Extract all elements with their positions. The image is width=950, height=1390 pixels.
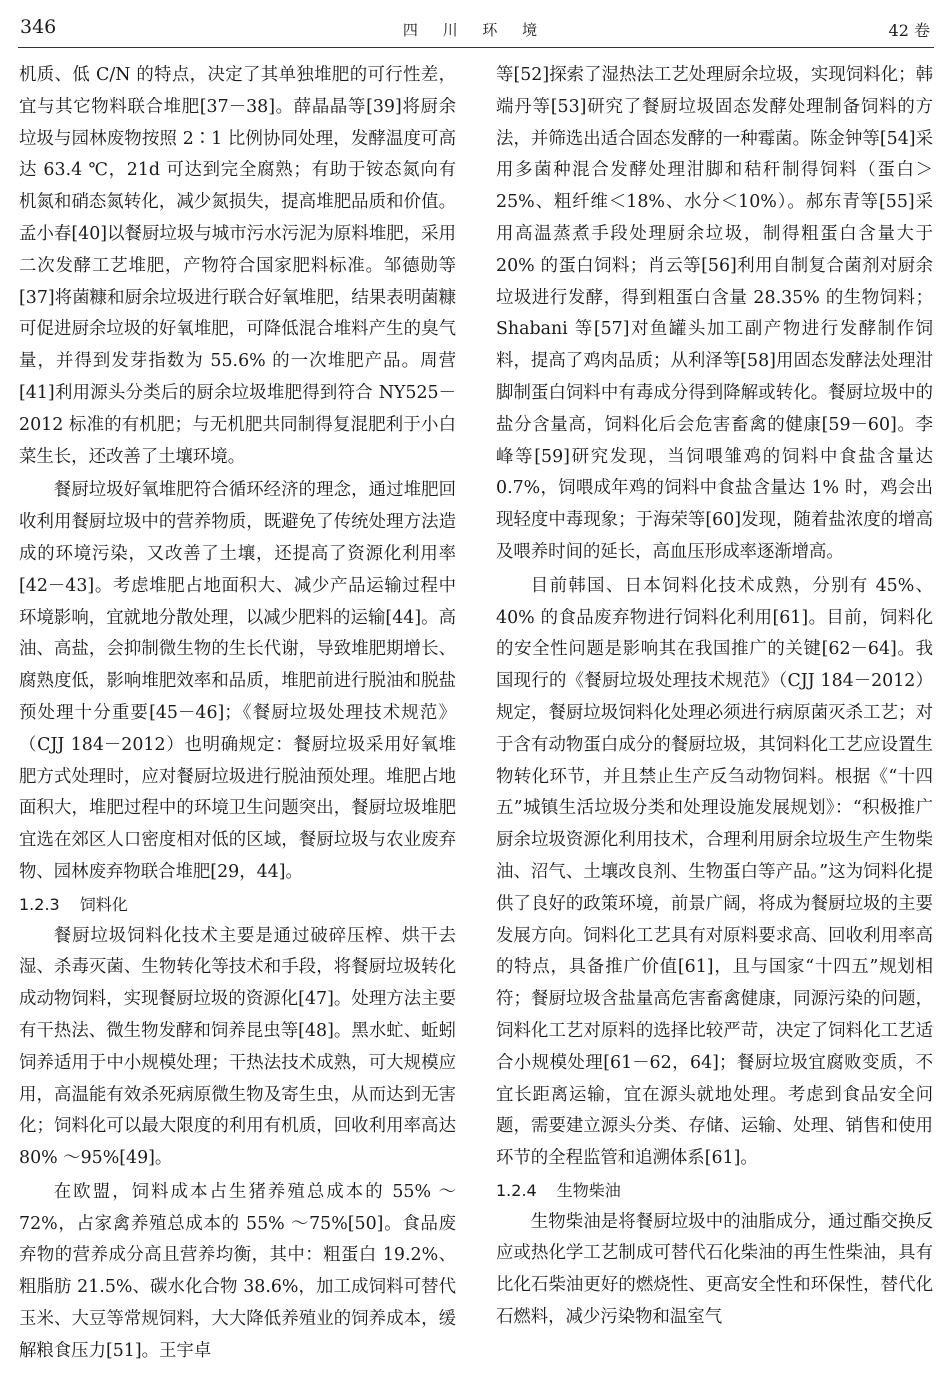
section-number: 1.2.3 <box>19 894 60 914</box>
journal-title: 四 川 环 境 <box>402 21 548 39</box>
section-title: 饲料化 <box>79 894 128 914</box>
section-heading-feed <box>19 889 456 921</box>
right-column <box>496 60 933 1385</box>
paragraph-composting-summary: 餐厨垃圾好氧堆肥符合循环经济的理念，通过堆肥回收利用餐厨垃圾中的营养物质，既避免了传统处理方法造成的环境污染，又改善了土壤，还提高了资源化利用率[42－43]。考虑堆肥占地面积大、减少产品运输过程中环境影响，宜就地分散处理，以减少肥料的运输[44]。高油、高盐，会抑制微生物的生长代谢，导致堆肥期增长、腐熟度低，影响堆肥效率和品质，堆肥前进行脱油和脱盐预处理十分重要[45－46]；《餐厨垃圾处理技术规范》（CJJ 184－2012）也明确规定：餐厨垃圾采用好氧堆肥方式处理时，应对餐厨垃圾进行脱油预处理。堆肥占地面积大，堆肥过程中的环境卫生问题突出，餐厨垃圾堆肥宜选在郊区人口密度相对低的区域，餐厨垃圾与农业废弃物、园林废弃物联合堆肥[29，44]。 <box>19 480 456 882</box>
paragraph-feed-policy: 目前韩国、日本饲料化技术成熟，分别有 45%、40% 的食品废弃物进行饲料化利用[61]。目前，饲料化的安全性问题是影响其在我国推广的关键[62－64]。我国现行的《餐厨垃圾处理技术规范》（CJJ 184－2012）规定，餐厨垃圾饲料化处理必须进行病原菌灭杀工艺；对于含有动物蛋白成分的餐厨垃圾，其饲料化工艺应设置生物转化环节，并且禁止生产反刍动物饲料。根据《“十四五”城镇生活垃圾分类和处理设施发展规划》：“积极推广厨余垃圾资源化利用技术，合理利用厨余垃圾生产生物柴油、沼气、土壤改良剂、生物蛋白等产品。”这为饲料化提供了良好的政策环境，前景广阔，将成为餐厨垃圾的主要发展方向。饲料化工艺具有对原料要求高、回收利用率高的特点，具备推广价值[61]，且与国家“十四五”规划相符；餐厨垃圾含盐量高危害畜禽健康，同源污染的问题，饲料化工艺对原料的选择比较严苛，决定了饲料化工艺适合小规模处理[61－62，64]；餐厨垃圾宜腐败变质，不宜长距离运输，宜在源头就地处理。考虑到食品安全问题，需要建立源头分类、存储、运输、处理、销售和使用环节的全程监管和追溯体系[61]。 <box>496 575 933 1169</box>
left-column <box>19 60 456 1385</box>
paragraph-composting-cases: 机质、低 C/N 的特点，决定了其单独堆肥的可行性差，宜与其它物料联合堆肥[37－38]。薛晶晶等[39]将厨余垃圾与园林废物按照 2∶1 比例协同处理，发酵温度可高达 63.4 ℃，21d 可达到完全腐熟；有助于铵态氮向有机氮和硝态氮转化，减少氮损失，提高堆肥品质和价值。孟小春[40]以餐厨垃圾与城市污水污泥为原料堆肥，采用二次发酵工艺堆肥，产物符合国家肥料标准。邹德勋等[37]将菌糠和厨余垃圾进行联合好氧堆肥，结果表明菌糠可促进厨余垃圾的好氧堆肥，可降低混合堆料产生的臭气量，并得到发芽指数为 55.6% 的一次堆肥产品。周营[41]利用源头分类后的厨余垃圾堆肥得到符合 NY525－2012 标准的有机肥；与无机肥共同制得复混肥利于小白菜生长，还改善了土壤环境。 <box>19 65 456 467</box>
volume-label: 42 卷 <box>888 21 930 40</box>
paragraph-biodiesel: 生物柴油是将餐厨垃圾中的油脂成分，通过酯交换反应或热化学工艺制成可替代石化柴油的再生性柴油，具有比化石柴油更好的燃烧性、更高安全性和环保性，替代化石燃料，减少污染物和温室气 <box>496 1211 933 1328</box>
paragraph-feed-studies: 等[52]探索了湿热法工艺处理厨余垃圾，实现饲料化；韩端丹等[53]研究了餐厨垃圾固态发酵处理制备饲料的方法，并筛选出适合固态发酵的一种霉菌。陈金钟等[54]采用多菌种混合发酵处理泔脚和秸秆制得饲料（蛋白＞25%、粗纤维＜18%、水分＜10%）。郝东青等[55]采用高温蒸煮手段处理厨余垃圾，制得粗蛋白含量大于 20% 的蛋白饲料；肖云等[56]利用自制复合菌剂对厨余垃圾进行发酵，得到粗蛋白含量 28.35% 的生物饲料；Shabani 等[57]对鱼罐头加工副产物进行发酵制作饲料，提高了鸡肉品质；从利泽等[58]用固态发酵法处理泔脚制蛋白饲料中有毒成分得到降解或转化。餐厨垃圾中的盐分含量高，饲料化后会危害畜禽的健康[59－60]。李峰等[59]研究发现，当饲喂雏鸡的饲料中食盐含量达 0.7%，饲喂成年鸡的饲料中食盐含量达 1% 时，鸡会出现轻度中毒现象；于海荣等[60]发现，随着盐浓度的增高及喂养时间的延长，高血压形成率逐渐增高。 <box>496 65 933 562</box>
paragraph-feed-technology: 餐厨垃圾饲料化技术主要是通过破碎压榨、烘干去湿、杀毒灭菌、生物转化等技术和手段，将餐厨垃圾转化成动物饲料，实现餐厨垃圾的资源化[47]。处理方法主要有干热法、微生物发酵和饲养昆虫等[48]。黑水虻、蚯蚓饲养适用于中小规模处理；干热法技术成熟，可大规模应用，高温能有效杀死病原微生物及寄生虫，从而达到无害化；饲料化可以最大限度的利用有机质，回收利用率高达 80% ～95%[49]。 <box>19 925 456 1169</box>
section-number: 1.2.4 <box>496 1180 537 1200</box>
section-title: 生物柴油 <box>556 1180 621 1200</box>
header-rule <box>18 47 934 48</box>
paragraph-feed-eu: 在欧盟，饲料成本占生猪养殖总成本的 55% ～72%，占家禽养殖总成本的 55% ～75%[50]。食品废弃物的营养成分高且营养均衡，其中：粗蛋白 19.2%、粗脂肪 21.5%、碳水化合物 38.6%，加工成饲料可替代玉米、大豆等常规饲料，大大降低养殖业的饲养成本，缓解粮食压力[51]。王宇卓 <box>19 1181 456 1361</box>
section-heading-biodiesel <box>496 1175 933 1207</box>
page-header <box>0 0 950 50</box>
page-number: 346 <box>20 16 57 38</box>
